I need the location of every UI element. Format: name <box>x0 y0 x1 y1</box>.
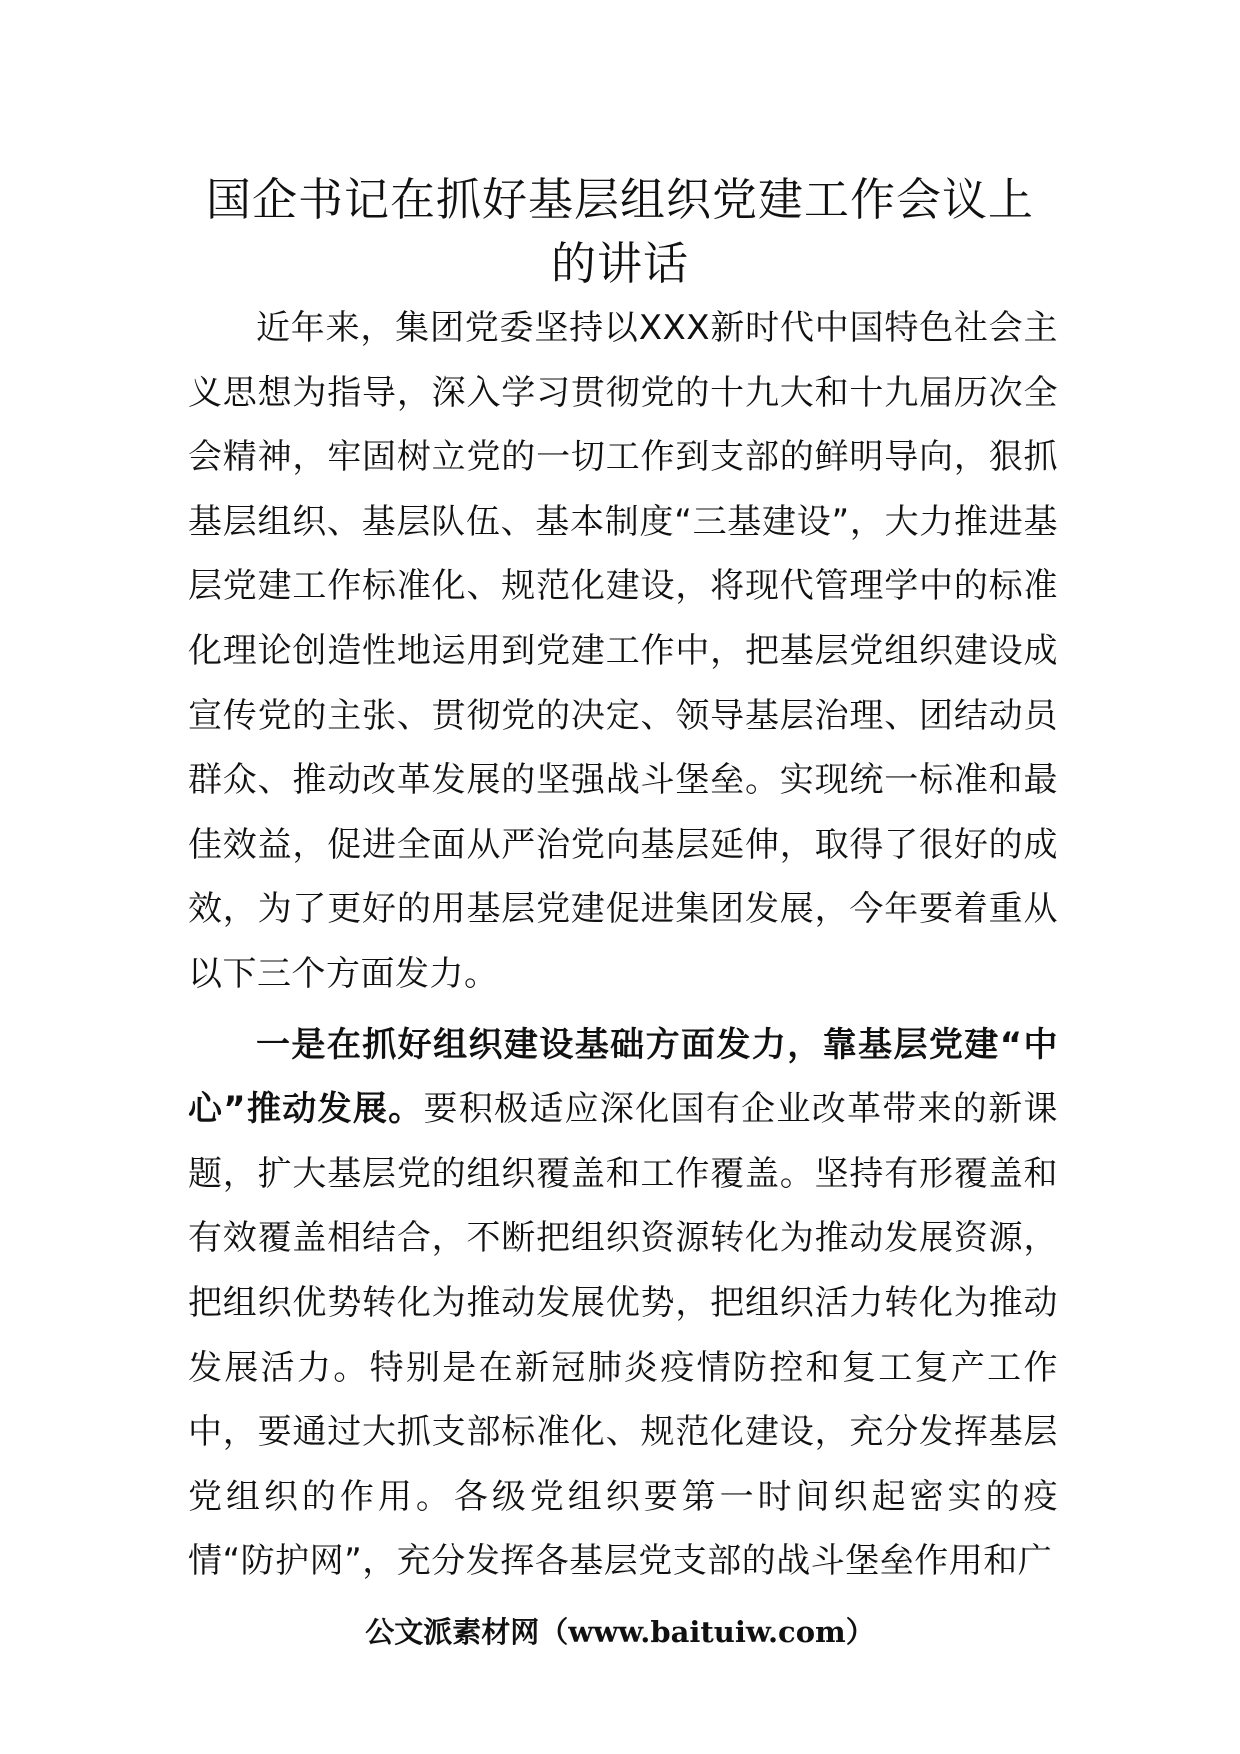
title-line-1: 国企书记在抓好基层组织党建工作会议上 <box>205 173 1034 226</box>
paragraph-intro: 近年来，集团党委坚持以XXX新时代中国特色社会主义思想为指导，深入学习贯彻党的十九大和十九届历次全会精神，牢固树立党的一切工作到支部的鲜明导向，狠抓基层组织、基层队伍、基本制度“三基建设”，大力推进基层党建工作标准化、规范化建设，将现代管理学中的标准化理论创造性地运用到党建工作中，把基层党组织建设成宣传党的主张、贯彻党的决定、领导基层治理、团结动员群众、推动改革发展的坚强战斗堡垒。实现统一标准和最佳效益，促进全面从严治党向基层延伸，取得了很好的成效，为了更好的用基层党建促进集团发展，今年要着重从以下三个方面发力。 <box>188 308 1058 994</box>
paragraph-point-one-lead: 一是在抓好组织建设基础方面发力，靠基层党建“中心”推动发展。 <box>188 1024 1058 1130</box>
footer-source: 公文派素材网（www.baituiw.com） <box>365 1615 875 1649</box>
document-title <box>150 168 1090 296</box>
document-body <box>188 296 1058 1594</box>
paragraph-point-one <box>188 1013 1058 1594</box>
paragraph-point-one-body: 要积极适应深化国有企业改革带来的新课题，扩大基层党的组织覆盖和工作覆盖。坚持有形覆盖和有效覆盖相结合，不断把组织资源转化为推动发展资源，把组织优势转化为推动发展优势，把组织活力转化为推动发展活力。特别是在新冠肺炎疫情防控和复工复产工作中，要通过大抓支部标准化、规范化建设，充分发挥基层党组织的作用。各级党组织要第一时间织起密实的疫情“防护网”，充分发挥各基层党支部的战斗堡垒作用和广 <box>188 1089 1058 1582</box>
title-line-2: 的讲话 <box>550 237 689 290</box>
